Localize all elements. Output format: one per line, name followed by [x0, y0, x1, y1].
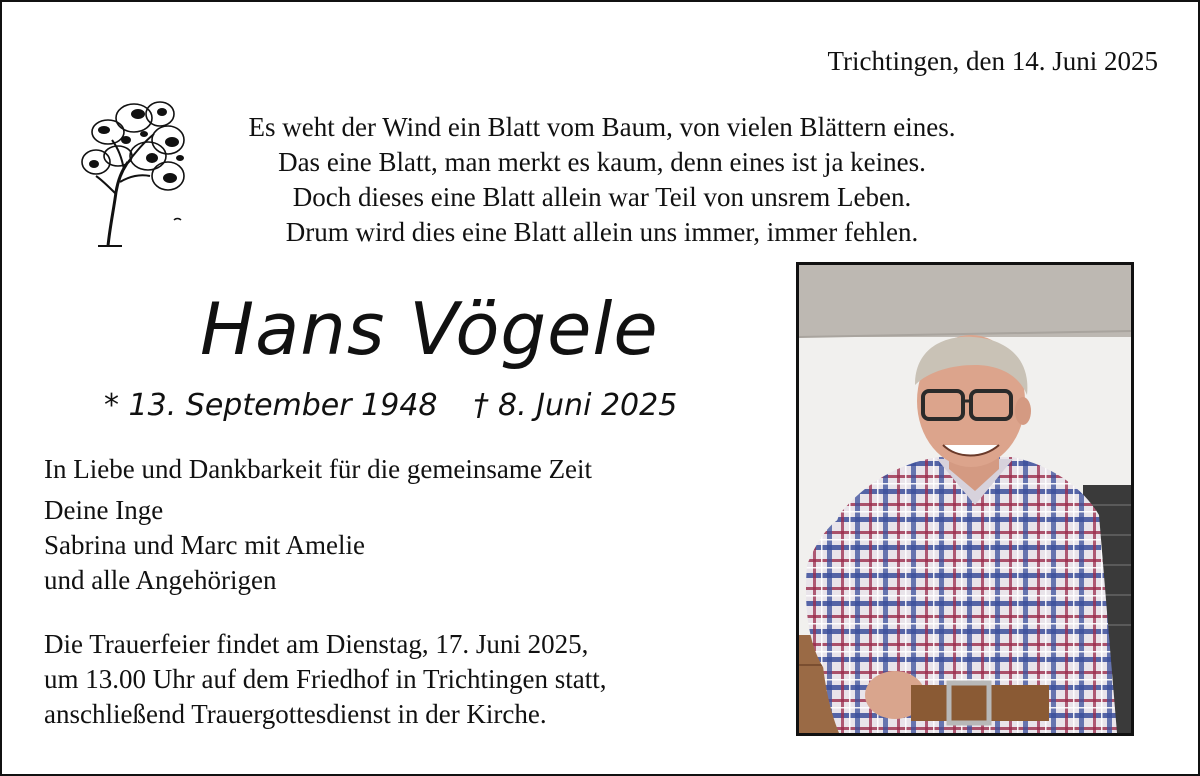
service-line: anschließend Trauergottesdienst in der Kirche. — [44, 699, 547, 729]
service-line: um 13.00 Uhr auf dem Friedhof in Trichtingen statt, — [44, 664, 607, 694]
poem-line: Das eine Blatt, man merkt es kaum, denn eines ist ja keines. — [278, 147, 926, 177]
service-info — [44, 627, 606, 732]
poem-line: Doch dieses eine Blatt allein war Teil von unsrem Leben. — [292, 182, 912, 212]
poem-line: Drum wird dies eine Blatt allein uns immer, immer fehlen. — [285, 217, 919, 247]
place-and-date: Trichtingen, den 14. Juni 2025 — [827, 46, 1158, 76]
death-date: † 8. Juni 2025 — [473, 388, 678, 423]
poem — [196, 110, 1008, 250]
mourner: und alle Angehörigen — [44, 565, 277, 595]
tree-icon — [78, 96, 190, 250]
portrait-photo — [796, 262, 1134, 736]
dedication: In Liebe und Dankbarkeit für die gemeinsame Zeit — [44, 454, 593, 484]
service-line: Die Trauerfeier findet am Dienstag, 17. Juni 2025, — [44, 629, 589, 659]
deceased-name: Hans Vögele — [200, 287, 659, 371]
mourner: Sabrina und Marc mit Amelie — [44, 530, 365, 560]
poem-line: Es weht der Wind ein Blatt vom Baum, von vielen Blättern eines. — [248, 112, 956, 142]
mourner: Deine Inge — [44, 495, 164, 525]
life-dates — [104, 386, 677, 426]
birth-date: * 13. September 1948 — [104, 388, 438, 423]
mourners-list — [44, 493, 365, 598]
